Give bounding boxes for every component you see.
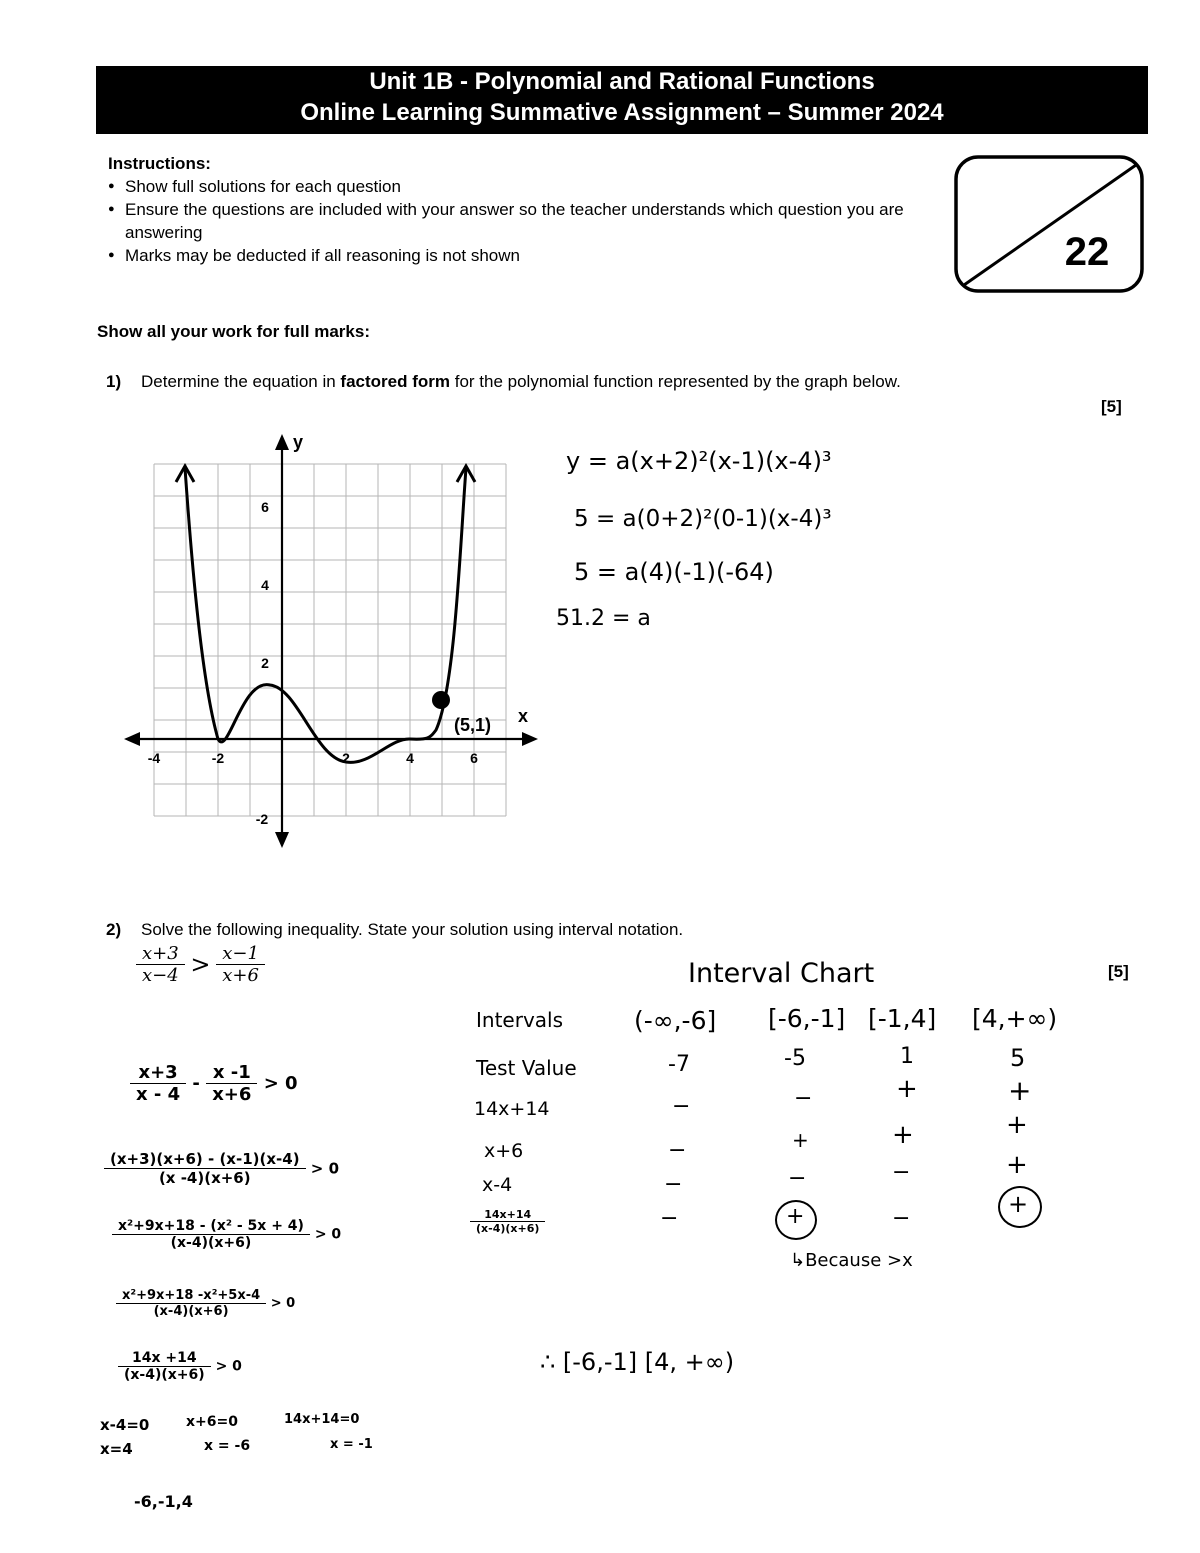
test-value: -5	[784, 1046, 806, 1071]
chart-row-label: x-4	[482, 1174, 513, 1196]
root-sol: x=4	[100, 1440, 133, 1458]
sign-cell: −	[788, 1166, 807, 1191]
sign-cell: −	[660, 1206, 679, 1231]
ineq-right-num: x−1	[216, 943, 265, 965]
q1-polynomial-graph	[110, 428, 550, 860]
y-tick-label: 6	[261, 499, 269, 515]
sign-cell: +	[896, 1074, 918, 1104]
q2-step-2	[104, 1150, 339, 1187]
root-eq: x-4=0	[100, 1416, 150, 1434]
x-axis-label: x	[518, 706, 529, 726]
test-value: -7	[668, 1052, 690, 1077]
sign-cell: +	[1006, 1150, 1028, 1180]
step-num: x+3	[130, 1062, 186, 1084]
sign-cell: +	[792, 1128, 809, 1152]
root-eq: x+6=0	[186, 1414, 238, 1430]
chart-row-label: 14x+14	[474, 1098, 550, 1120]
sign-cell: −	[794, 1086, 813, 1111]
step-den: x - 4	[136, 1084, 181, 1105]
x-tick-label: -4	[147, 750, 161, 766]
step-tail: > 0	[263, 1073, 298, 1094]
q2-conclusion: ∴ [-6,-1] [4, +∞)	[540, 1348, 735, 1376]
y-tick-label: 4	[261, 577, 269, 593]
y-tick-label: 2	[261, 655, 269, 671]
step-num: (x+3)(x+6) - (x-1)(x-4)	[104, 1150, 306, 1169]
sign-cell: −	[892, 1160, 911, 1185]
step-num: 14x +14	[118, 1350, 211, 1367]
chart-frac-den: (x-4)(x+6)	[476, 1222, 540, 1235]
interval-cell: [-6,-1]	[768, 1004, 846, 1033]
q1-prompt-before: Determine the equation in	[141, 372, 336, 391]
mark-out-of: 22	[1064, 230, 1110, 274]
step-tail: > 0	[215, 1358, 242, 1375]
mark-box-frame	[954, 155, 1144, 293]
x-axis-left-arrow	[124, 732, 140, 746]
interval-cell: [-1,4]	[868, 1004, 937, 1033]
sign-cell: +	[1008, 1190, 1029, 1218]
step-num: x²+9x+18 -x²+5x-4	[116, 1288, 266, 1304]
ineq-right-den: x+6	[222, 965, 259, 986]
ineq-left-den: x−4	[142, 965, 179, 986]
ineq-left-num: x+3	[136, 943, 185, 965]
title-line-2: Online Learning Summative Assignment – Summer 2024	[300, 99, 944, 126]
polynomial-curve	[185, 468, 466, 762]
y-axis-bottom-arrow	[275, 832, 289, 848]
step-tail: > 0	[314, 1226, 342, 1243]
step-tail: > 0	[310, 1159, 340, 1178]
interval-chart-title: Interval Chart	[688, 958, 875, 989]
test-value: 1	[900, 1044, 914, 1069]
q2-step-5	[118, 1350, 242, 1383]
q1-number: 1)	[106, 372, 122, 391]
ineq-operator: >	[190, 950, 211, 979]
y-tick-label: -2	[255, 811, 269, 827]
x-tick-label: -2	[211, 750, 225, 766]
q1-work-line: 5 = a(0+2)²(0-1)(x-4)³	[574, 506, 832, 532]
q2-marks: [5]	[1108, 962, 1129, 981]
root-eq: 14x+14=0	[284, 1412, 360, 1427]
sign-cell: −	[664, 1172, 683, 1197]
q2-inequality	[136, 943, 265, 986]
instruction-item: ● Show full solutions for each question	[108, 175, 905, 198]
sign-cell: −	[892, 1206, 911, 1231]
chart-note: ↳Because >x	[790, 1250, 913, 1271]
point-label: (5,1)	[454, 715, 492, 735]
y-axis-label: y	[293, 432, 304, 452]
root-sol: x = -6	[204, 1438, 251, 1454]
title-banner	[96, 66, 1148, 134]
x-tick-label: 2	[342, 750, 350, 766]
root-sol: x = -1	[330, 1437, 373, 1452]
instruction-item: ● Ensure the questions are included with your answer so the teacher understands which question you are answering	[108, 198, 905, 244]
instructions-title: Instructions:	[108, 154, 211, 173]
ineq-left-fraction	[136, 943, 185, 986]
sign-cell: +	[1006, 1110, 1028, 1140]
sign-cell: +	[892, 1120, 914, 1150]
show-work-heading: Show all your work for full marks:	[97, 322, 370, 341]
q2-step-3	[112, 1218, 341, 1251]
step-tail: > 0	[270, 1296, 296, 1311]
q1-work-line: y = a(x+2)²(x-1)(x-4)³	[566, 447, 832, 475]
step-num: x -1	[206, 1062, 257, 1084]
point-marker	[432, 691, 450, 709]
sign-cell: +	[786, 1204, 805, 1229]
y-axis-top-arrow	[275, 434, 289, 450]
sign-cell: −	[668, 1138, 687, 1163]
chart-frac-num: 14x+14	[470, 1208, 545, 1222]
q2-prompt: Solve the following inequality. State your solution using interval notation.	[141, 920, 684, 939]
sign-cell: −	[672, 1094, 691, 1119]
q1-work-line: 5 = a(4)(-1)(-64)	[574, 558, 774, 586]
q1-work-line: 51.2 = a	[556, 606, 651, 631]
chart-row-label: Intervals	[476, 1008, 564, 1032]
instructions-list	[108, 175, 905, 267]
sign-cell: +	[1008, 1074, 1032, 1107]
title-line-1: Unit 1B - Polynomial and Rational Functions	[369, 68, 875, 95]
q1-prompt	[141, 372, 901, 392]
q1-prompt-after: for the polynomial function represented by the graph below.	[454, 372, 901, 391]
step-den: (x-4)(x+6)	[153, 1304, 229, 1319]
critical-values: -6,-1,4	[134, 1492, 193, 1511]
interval-cell: [4,+∞)	[972, 1004, 1058, 1033]
q2-step-4	[116, 1288, 295, 1319]
step-den: x+6	[212, 1084, 252, 1105]
interval-cell: (-∞,-6]	[634, 1006, 717, 1035]
x-tick-label: 4	[406, 750, 414, 766]
step-den: (x -4)(x+6)	[158, 1169, 251, 1187]
q2-number: 2)	[106, 920, 122, 939]
chart-row-label-fraction	[470, 1208, 545, 1235]
step-den: (x-4)(x+6)	[124, 1367, 205, 1383]
test-value: 5	[1010, 1044, 1026, 1072]
instructions	[108, 152, 905, 267]
q2-step-1	[130, 1062, 298, 1105]
x-tick-label: 6	[470, 750, 478, 766]
chart-row-label: x+6	[484, 1140, 524, 1162]
ineq-right-fraction	[216, 943, 265, 986]
step-den: (x-4)(x+6)	[170, 1235, 252, 1251]
q1-prompt-bold: factored form	[340, 372, 450, 391]
q1-marks: [5]	[1101, 397, 1122, 416]
chart-row-label: Test Value	[476, 1056, 577, 1080]
mark-box	[954, 155, 1144, 293]
step-num: x²+9x+18 - (x² - 5x + 4)	[112, 1218, 310, 1235]
instruction-item: ● Marks may be deducted if all reasoning is not shown	[108, 244, 905, 267]
x-axis-right-arrow	[522, 732, 538, 746]
step-operator: -	[192, 1073, 200, 1094]
